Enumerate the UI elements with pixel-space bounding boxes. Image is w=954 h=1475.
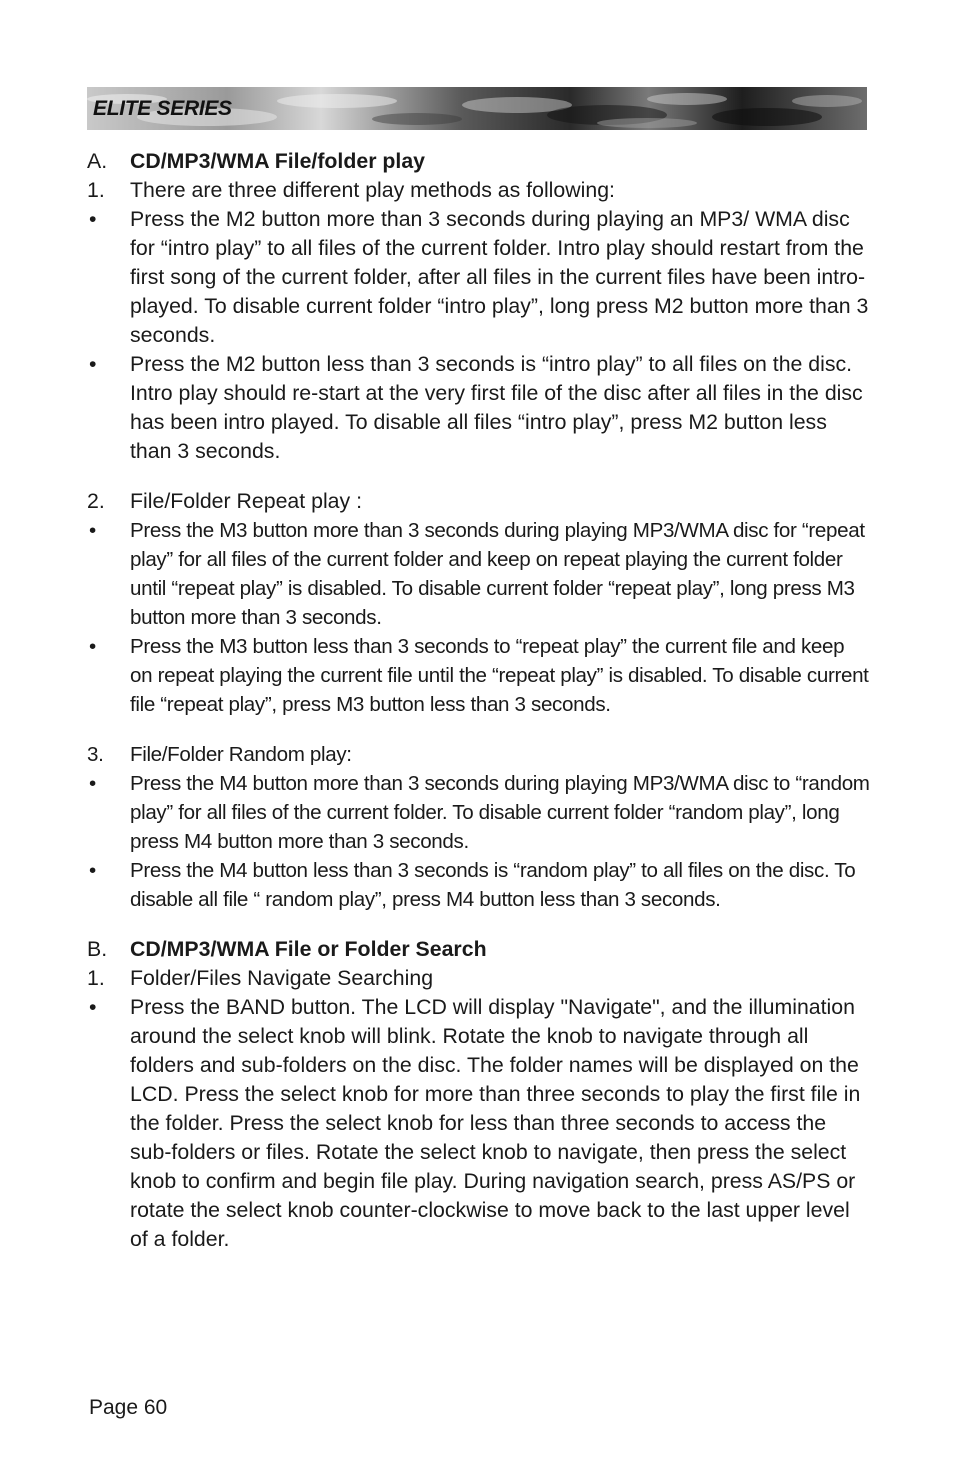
bullet-marker: • bbox=[89, 859, 96, 882]
section-heading bbox=[87, 147, 877, 176]
bullet-text: Press the BAND button. The LCD will display "Navigate", and the illumination around the select knob will blink. Rotate the knob to navigate through all folders and sub-folders on the disc. The folder names will be displayed on the LCD. Press the select knob for more than three seconds to play the first file in the folder. Press the select knob for less than three seconds to access the sub-folders or files. Rotate the select knob to navigate, then press the select knob to confirm and begin file play. During navigation search, press AS/PS or rotate the select knob counter-clockwise to move back to the last upper level of a folder. bbox=[130, 995, 861, 1251]
header-banner bbox=[87, 87, 867, 130]
page-number: Page 60 bbox=[89, 1396, 168, 1419]
bullet-item bbox=[87, 769, 877, 856]
bullet-text: Press the M3 button less than 3 seconds to “repeat play” the current file and keep on repeat playing the current file until the “repeat play” is disabled. To disable current file “repeat play”, press M3 button less than 3 seconds. bbox=[130, 635, 869, 716]
bullet-marker: • bbox=[89, 352, 97, 376]
numbered-item bbox=[87, 964, 877, 993]
section-marker: B. bbox=[87, 937, 108, 961]
item-number: 1. bbox=[87, 178, 105, 202]
bullet-text: Press the M4 button less than 3 seconds is “random play” to all files on the disc. To disable all file “ random play”, press M4 button less than 3 seconds. bbox=[130, 859, 856, 911]
bullet-marker: • bbox=[89, 995, 97, 1019]
series-title: ELITE SERIES bbox=[93, 97, 232, 120]
numbered-item bbox=[87, 740, 877, 769]
section-marker: A. bbox=[87, 149, 108, 173]
bullet-item bbox=[87, 993, 877, 1254]
bullet-text: Press the M3 button more than 3 seconds during playing MP3/WMA disc for “repeat play” for all files of the current folder and keep on repeat playing the current folder until “repeat play” is disabled. To disable current folder “repeat play”, long press M3 button more than 3 seconds. bbox=[130, 519, 865, 629]
item-text: File/Folder Random play: bbox=[130, 743, 352, 766]
manual-body bbox=[87, 147, 877, 1254]
section-heading bbox=[87, 935, 877, 964]
bullet-text: Press the M2 button more than 3 seconds during playing an MP3/ WMA disc for “intro play” to all files of the current folder. Intro play should restart from the first song of the current folder, after all files in the current files have been intro-played. To disable current folder “intro play”, long press M2 button more than 3 seconds. bbox=[130, 207, 869, 347]
bullet-item bbox=[87, 632, 877, 719]
item-text: File/Folder Repeat play : bbox=[130, 489, 363, 513]
bullet-text: Press the M4 button more than 3 seconds during playing MP3/WMA disc to “random play” for all files of the current folder. To disable current folder “random play”, long press M4 button more than 3 seconds. bbox=[130, 772, 870, 853]
bullet-marker: • bbox=[89, 207, 97, 231]
numbered-item bbox=[87, 176, 877, 205]
bullet-marker: • bbox=[89, 635, 96, 658]
item-number: 3. bbox=[87, 743, 104, 766]
bullet-marker: • bbox=[89, 519, 96, 542]
bullet-marker: • bbox=[89, 772, 96, 795]
bullet-text: Press the M2 button less than 3 seconds is “intro play” to all files on the disc. Intro play should re-start at the very first file of the disc after all files in the disc has been intro played. To disable all files “intro play”, press M2 button less than 3 seconds. bbox=[130, 352, 863, 463]
item-text: Folder/Files Navigate Searching bbox=[130, 966, 434, 990]
bullet-item bbox=[87, 516, 877, 632]
bullet-item bbox=[87, 205, 877, 350]
item-number: 2. bbox=[87, 489, 105, 513]
section-title: CD/MP3/WMA File/folder play bbox=[130, 149, 426, 173]
numbered-item bbox=[87, 487, 877, 516]
section-title: CD/MP3/WMA File or Folder Search bbox=[130, 937, 487, 961]
item-text: There are three different play methods as following: bbox=[130, 178, 615, 202]
bullet-item bbox=[87, 856, 877, 914]
bullet-item bbox=[87, 350, 877, 466]
item-number: 1. bbox=[87, 966, 105, 990]
